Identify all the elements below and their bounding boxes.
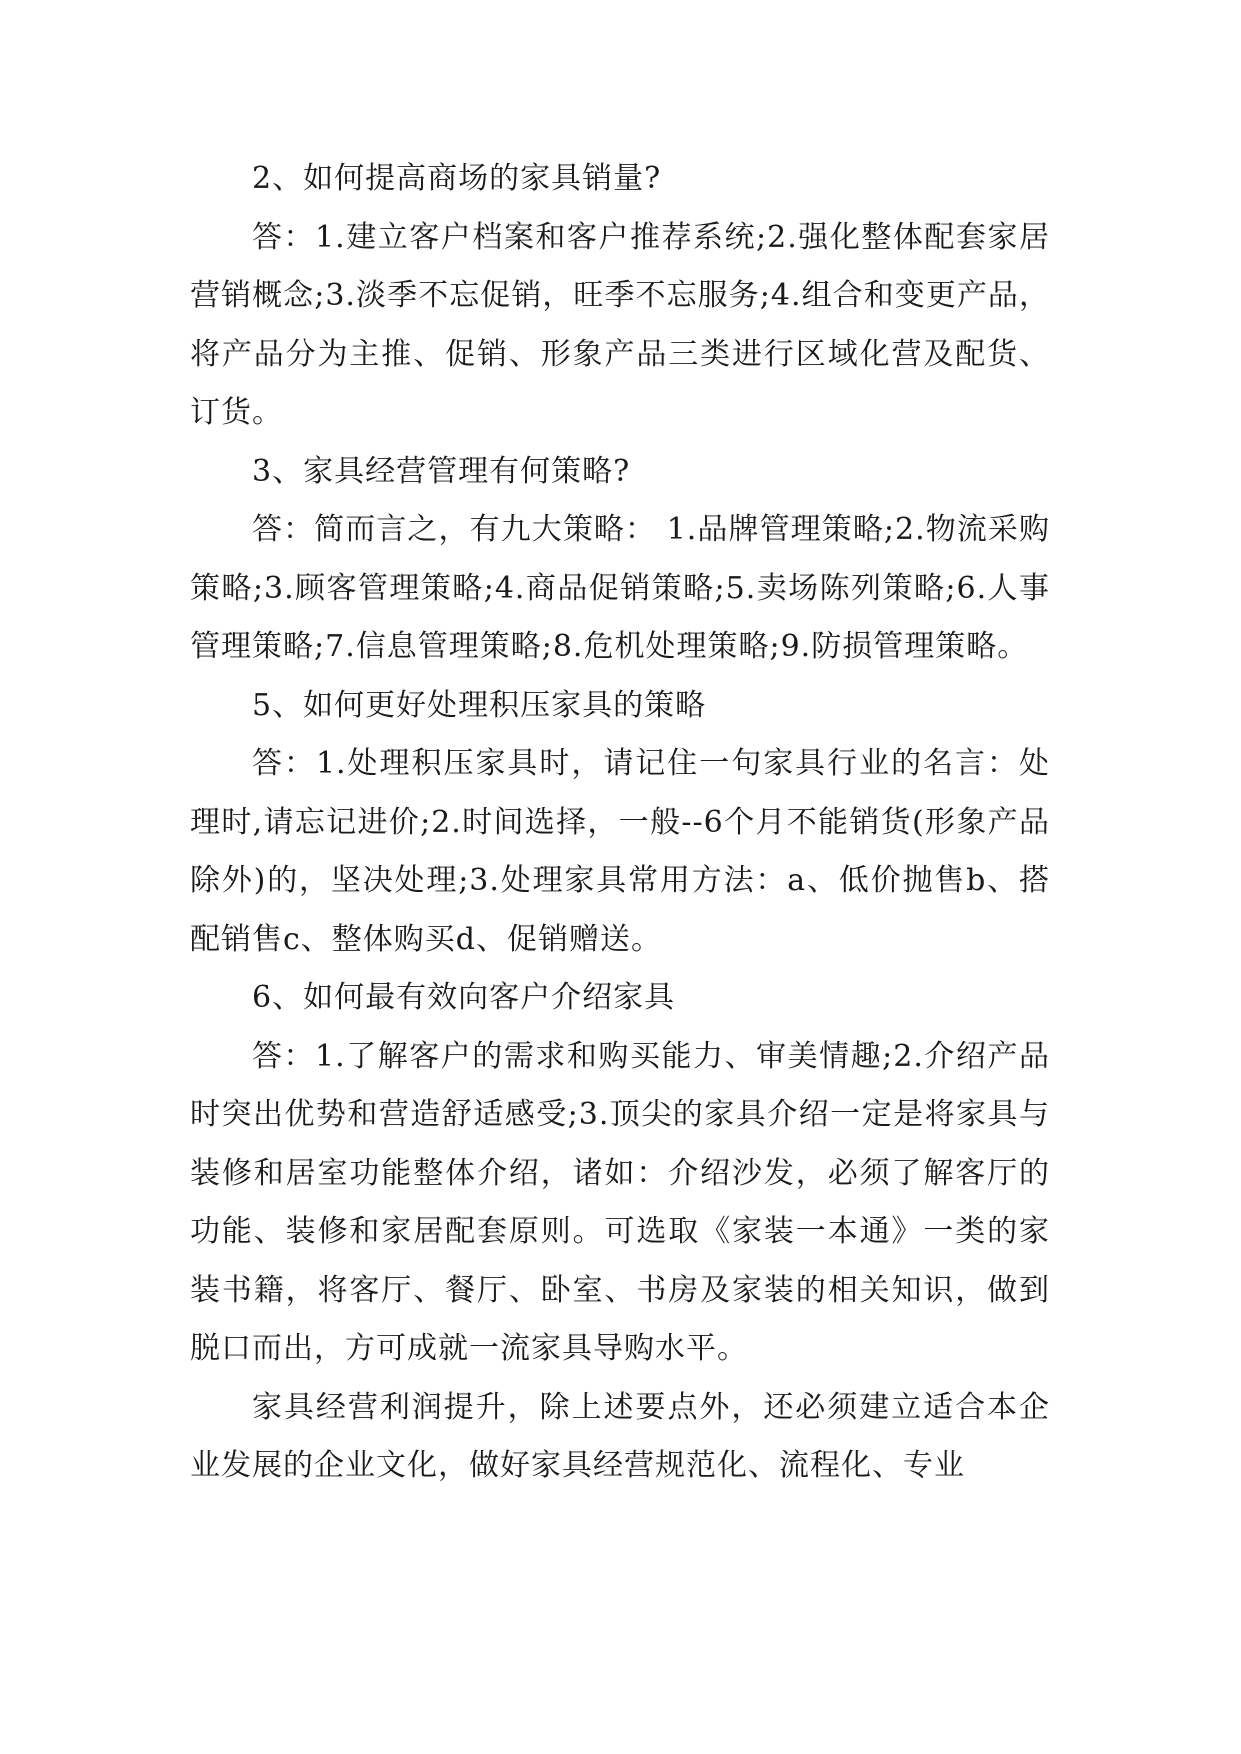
closing-paragraph: 家具经营利润提升，除上述要点外，还必须建立适合本企业发展的企业文化，做好家具经营规范化、流程化、专业 xyxy=(190,1389,1050,1483)
question-heading: 2、如何提高商场的家具销量? xyxy=(252,161,662,196)
answer-paragraph: 答：1.建立客户档案和客户推荐系统;2.强化整体配套家居营销概念;3.淡季不忘促销，旺季不忘服务;4.组合和变更产品，将产品分为主推、促销、形象产品三类进行区域化营及配货、订货。 xyxy=(190,219,1050,430)
answer-paragraph: 答：1.了解客户的需求和购买能力、审美情趣;2.介绍产品时突出优势和营造舒适感受;3.顶尖的家具介绍一定是将家具与装修和居室功能整体介绍，诸如：介绍沙发，必须了解客厅的功能、装修和家居配套原则。可选取《家装一本通》一类的家装书籍，将客厅、餐厅、卧室、书房及家装的相关知识，做到脱口而出，方可成就一流家具导购水平。 xyxy=(190,1038,1050,1366)
question-heading: 6、如何最有效向客户介绍家具 xyxy=(252,980,676,1015)
question-heading: 5、如何更好处理积压家具的策略 xyxy=(252,687,707,723)
question-heading: 3、家具经营管理有何策略? xyxy=(252,453,631,489)
document-body xyxy=(190,150,1050,1496)
answer-paragraph: 答：1.处理积压家具时，请记住一句家具行业的名言：处理时,请忘记进价;2.时间选择，一般--6个月不能销货(形象产品除外)的，坚决处理;3.处理家具常用方法：a、低价抛售b、搭配销售c、整体购买d、促销赠送。 xyxy=(190,746,1050,957)
answer-paragraph: 答：简而言之，有九大策略： 1.品牌管理策略;2.物流采购策略;3.顾客管理策略;4.商品促销策略;5.卖场陈列策略;6.人事管理策略;7.信息管理策略;8.危机处理策略;9.防损管理策略。 xyxy=(190,512,1050,664)
